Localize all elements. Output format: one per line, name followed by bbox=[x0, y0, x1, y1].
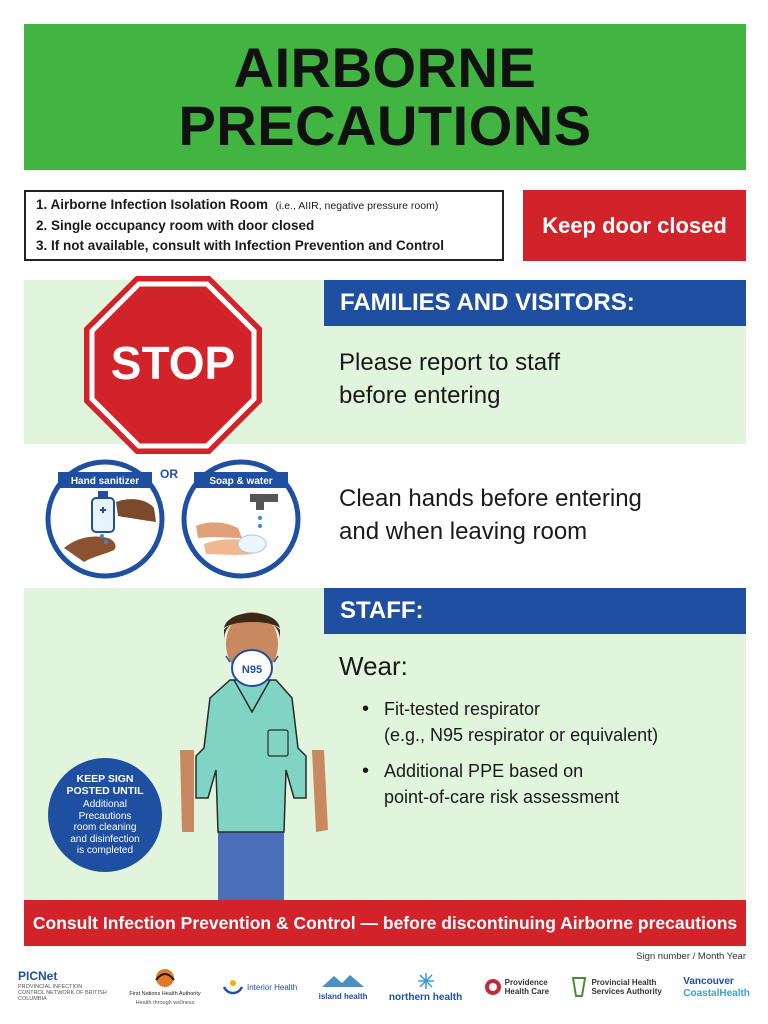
consult-ipac-bar: Consult Infection Prevention & Control — before discontinuing Airborne precautions bbox=[24, 900, 746, 946]
partner-logos bbox=[18, 962, 750, 1012]
report-line-1: Please report to staff bbox=[339, 349, 561, 376]
keep-body-line-5: is completed bbox=[76, 845, 134, 857]
ppe-list bbox=[362, 696, 742, 820]
stop-sign-icon bbox=[82, 274, 264, 456]
keep-sign-title bbox=[65, 773, 145, 797]
island-health-name: island health bbox=[318, 992, 368, 1001]
soap-and-water-icon bbox=[180, 458, 302, 580]
vancouver-coastal-health-logo bbox=[683, 977, 750, 998]
keep-sign-body bbox=[63, 799, 147, 857]
island-health-logo bbox=[319, 973, 368, 1001]
phsa-text bbox=[591, 978, 661, 996]
keep-door-closed-notice: Keep door closed bbox=[523, 190, 746, 261]
fnha-logo bbox=[129, 968, 200, 1006]
wear-label: Wear: bbox=[339, 651, 408, 681]
bullet-1-line-1: • Fit-tested respirator bbox=[384, 699, 541, 719]
vch-line-2: CoastalHealth bbox=[683, 987, 750, 999]
picnet-name: PICNet bbox=[18, 969, 58, 983]
keep-body-line-1: Additional bbox=[83, 799, 127, 811]
fnha-emblem-icon bbox=[152, 968, 178, 988]
phsa-logo bbox=[570, 976, 661, 998]
stop-sign-text: STOP bbox=[110, 337, 236, 389]
staff-header: STAFF: bbox=[324, 588, 746, 634]
keep-body-line-4: and disinfection bbox=[70, 833, 140, 845]
report-line-2: before entering bbox=[339, 382, 501, 409]
clean-line-1: Clean hands before entering bbox=[339, 485, 642, 512]
soap-and-water-label: Soap & water bbox=[209, 476, 273, 487]
providence-emblem-icon bbox=[484, 978, 502, 996]
requirement-3: 3. If not available, consult with Infection Prevention and Control bbox=[36, 238, 445, 253]
fnha-sub: Health through wellness bbox=[135, 1000, 195, 1006]
phsa-emblem-icon bbox=[570, 976, 588, 998]
requirement-1 bbox=[36, 195, 492, 216]
island-health-emblem-icon bbox=[320, 973, 366, 989]
hand-sanitizer-label: Hand sanitizer bbox=[70, 476, 140, 487]
hand-sanitizer-icon bbox=[44, 458, 166, 580]
northern-health-emblem-icon bbox=[417, 972, 435, 990]
phsa-line-2: Services Authority bbox=[591, 987, 662, 996]
bullet-1-line-2: (e.g., N95 respirator or equivalent) bbox=[384, 725, 659, 745]
requirement-2: 2. Single occupancy room with door closed bbox=[36, 218, 315, 233]
room-requirements-box bbox=[24, 190, 504, 261]
report-to-staff-text bbox=[339, 346, 560, 412]
providence-line-2: Health Care bbox=[504, 987, 550, 996]
providence-logo bbox=[484, 978, 549, 996]
bullet-2-line-2: point-of-care risk assessment bbox=[384, 787, 620, 807]
keep-sign-posted-badge bbox=[48, 758, 162, 872]
phsa-line-1: Provincial Health bbox=[591, 978, 657, 987]
interior-health-emblem-icon bbox=[222, 977, 244, 997]
keep-body-line-3: room cleaning bbox=[73, 822, 137, 834]
keep-body-line-2: Precautions bbox=[78, 810, 132, 822]
list-item bbox=[362, 758, 742, 810]
families-visitors-header: FAMILIES AND VISITORS: bbox=[324, 280, 746, 326]
interior-health-name: Interior Health bbox=[246, 982, 298, 992]
picnet-sub: PROVINCIAL INFECTION CONTROL NETWORK OF BRITISH COLUMBIA bbox=[18, 984, 107, 1002]
list-item bbox=[362, 696, 742, 748]
clean-line-2: and when leaving room bbox=[339, 518, 588, 545]
northern-health-logo bbox=[389, 972, 462, 1002]
interior-health-logo bbox=[222, 977, 297, 997]
clean-hands-text bbox=[339, 482, 642, 548]
northern-health-name: northern health bbox=[388, 992, 463, 1003]
keep-title-line-2: POSTED UNTIL bbox=[66, 785, 144, 798]
vch-line-1: Vancouver bbox=[683, 975, 734, 987]
picnet-logo bbox=[18, 969, 108, 1002]
keep-title-line-1: KEEP SIGN bbox=[76, 773, 134, 786]
title-line-1: AIRBORNE bbox=[233, 36, 537, 99]
requirement-1-text: 1. Airborne Infection Isolation Room bbox=[36, 197, 269, 212]
title-banner bbox=[24, 24, 746, 170]
sign-number-footer: Sign number / Month Year bbox=[636, 951, 746, 962]
providence-line-1: Providence bbox=[504, 978, 548, 987]
bullet-2-line-1: • Additional PPE based on bbox=[384, 761, 584, 781]
n95-mask-label: N95 bbox=[241, 664, 263, 676]
healthcare-worker-illustration bbox=[168, 600, 338, 900]
or-label: OR bbox=[160, 467, 178, 481]
providence-text bbox=[505, 978, 549, 996]
title-line-2: PRECAUTIONS bbox=[178, 94, 592, 157]
fnha-name: First Nations Health Authority bbox=[129, 991, 201, 997]
requirement-1-note: (i.e., AIIR, negative pressure room) bbox=[275, 200, 439, 212]
